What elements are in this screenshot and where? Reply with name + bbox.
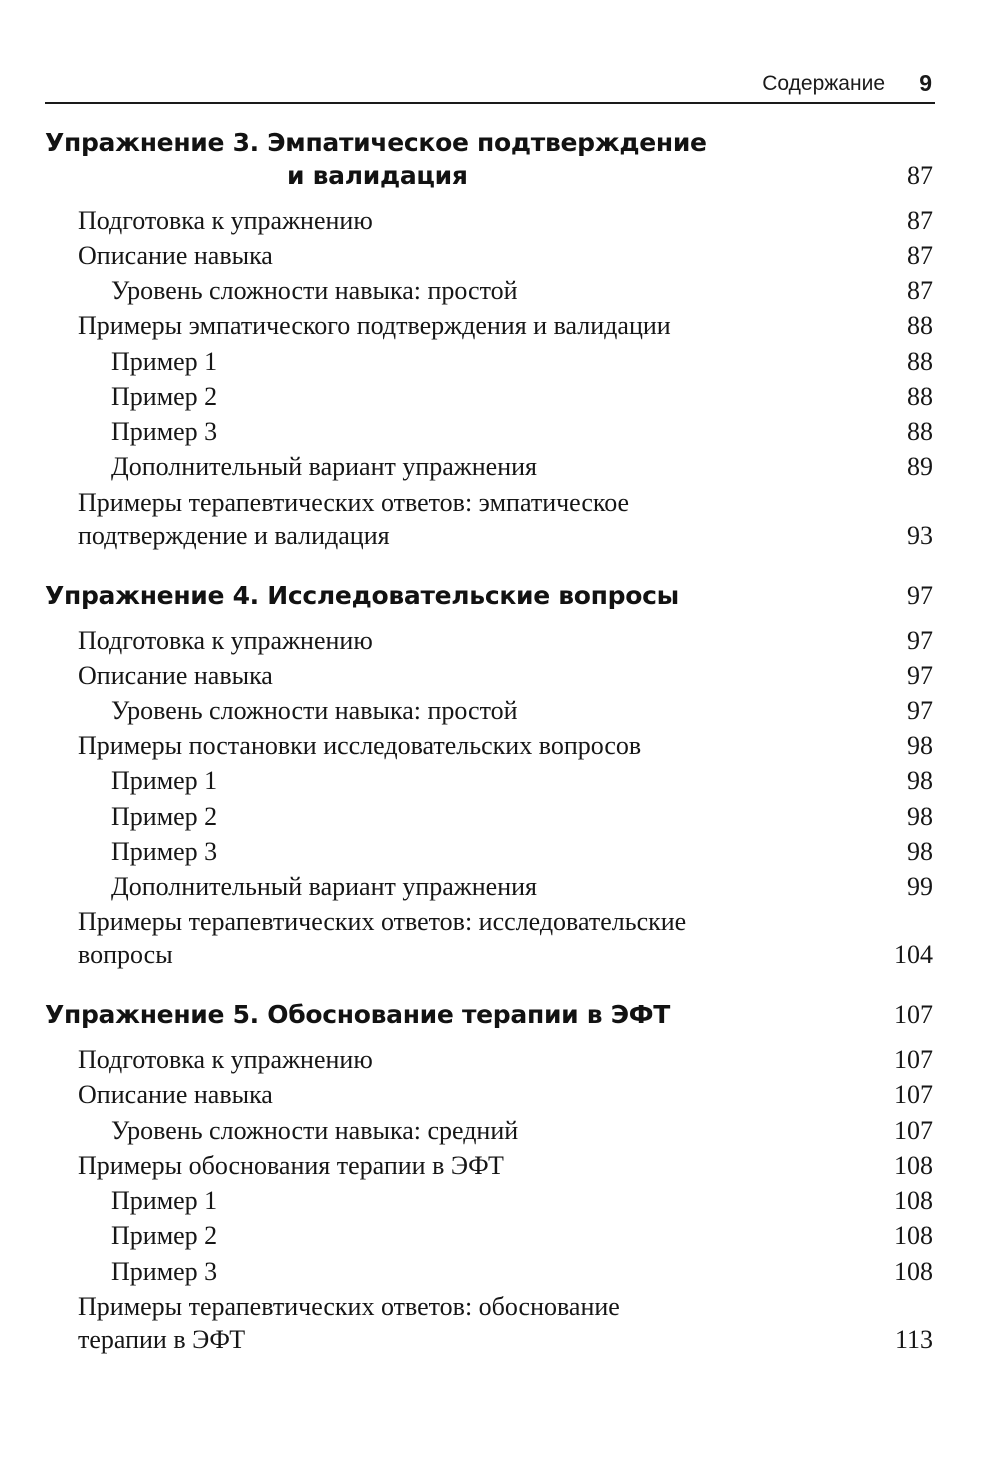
- toc-subentry[interactable]: Уровень сложности навыка: простой: [111, 696, 518, 725]
- toc-entry-page-number: 88: [907, 382, 933, 411]
- toc-subentry[interactable]: Пример 1: [111, 1186, 218, 1215]
- toc-entry-page-number: 107: [894, 1080, 933, 1109]
- toc-entry-page-number: 97: [907, 661, 933, 690]
- toc-subentry[interactable]: Дополнительный вариант упражнения: [111, 452, 538, 481]
- toc-section-title-exercise-3[interactable]: [45, 126, 707, 192]
- toc-entry-page-number: 98: [907, 837, 933, 866]
- toc-section-title-exercise-4[interactable]: Упражнение 4. Исследовательские вопросы: [45, 581, 679, 610]
- toc-entry-page-number: 87: [907, 206, 933, 235]
- toc-entry[interactable]: Подготовка к упражнению: [78, 206, 373, 235]
- toc-section-title-line: Упражнение 3. Эмпатическое подтверждение: [45, 128, 707, 157]
- toc-entry[interactable]: Примеры терапевтических ответов: исследовательские: [78, 907, 687, 936]
- toc-entry-page-number: 87: [907, 276, 933, 305]
- toc-entry-page-number: 97: [907, 626, 933, 655]
- toc-entry-page-number: 104: [894, 940, 933, 969]
- toc-entry-page-number: 98: [907, 731, 933, 760]
- running-header-title: Содержание: [762, 72, 885, 95]
- toc-entry-page-number: 88: [907, 347, 933, 376]
- toc-entry[interactable]: Примеры терапевтических ответов: обоснование: [78, 1292, 620, 1321]
- toc-subentry[interactable]: Уровень сложности навыка: простой: [111, 276, 518, 305]
- toc-entry[interactable]: Описание навыка: [78, 241, 273, 270]
- toc-entry[interactable]: Подготовка к упражнению: [78, 626, 373, 655]
- running-header-page-number: 9: [919, 70, 932, 96]
- toc-entry-continued[interactable]: вопросы: [78, 940, 173, 969]
- toc-entry-page-number: 98: [907, 766, 933, 795]
- toc-entry[interactable]: Подготовка к упражнению: [78, 1045, 373, 1074]
- toc-entry[interactable]: Примеры постановки исследовательских вопросов: [78, 731, 642, 760]
- toc-entry-continued[interactable]: подтверждение и валидация: [78, 521, 390, 550]
- toc-subentry[interactable]: Пример 1: [111, 347, 218, 376]
- toc-subentry[interactable]: Пример 3: [111, 1257, 218, 1286]
- toc-entry-page-number: 107: [894, 1045, 933, 1074]
- toc-entry[interactable]: Примеры эмпатического подтверждения и валидации: [78, 311, 671, 340]
- toc-entry-continued[interactable]: терапии в ЭФТ: [78, 1325, 246, 1354]
- toc-entry-page-number: 108: [894, 1257, 933, 1286]
- toc-entry-page-number: 97: [907, 696, 933, 725]
- toc-entry-page-number: 88: [907, 311, 933, 340]
- toc-subentry[interactable]: Пример 2: [111, 382, 218, 411]
- toc-subentry[interactable]: Пример 1: [111, 766, 218, 795]
- toc-entry-page-number: 87: [907, 241, 933, 270]
- toc-entry[interactable]: Примеры терапевтических ответов: эмпатическое: [78, 488, 630, 517]
- toc-entry[interactable]: Описание навыка: [78, 1080, 273, 1109]
- toc-entry-page-number: 99: [907, 872, 933, 901]
- toc-section-page-number: 87: [907, 161, 933, 190]
- toc-section-title-exercise-5[interactable]: Упражнение 5. Обоснование терапии в ЭФТ: [45, 1000, 670, 1029]
- toc-entry-page-number: 108: [894, 1151, 933, 1180]
- toc-entry-page-number: 93: [907, 521, 933, 550]
- toc-entry-page-number: 108: [894, 1186, 933, 1215]
- toc-subentry[interactable]: Уровень сложности навыка: средний: [111, 1116, 519, 1145]
- toc-subentry[interactable]: Пример 2: [111, 802, 218, 831]
- toc-section-page-number: 107: [894, 1000, 933, 1029]
- toc-entry-page-number: 88: [907, 417, 933, 446]
- toc-subentry[interactable]: Пример 2: [111, 1221, 218, 1250]
- toc-entry-page-number: 113: [894, 1325, 933, 1354]
- toc-subentry[interactable]: Пример 3: [111, 417, 218, 446]
- toc-entry[interactable]: Примеры обоснования терапии в ЭФТ: [78, 1151, 504, 1180]
- running-header: [45, 70, 935, 104]
- toc-entry[interactable]: Описание навыка: [78, 661, 273, 690]
- toc-section-page-number: 97: [907, 581, 933, 610]
- toc-entry-page-number: 98: [907, 802, 933, 831]
- toc-subentry[interactable]: Пример 3: [111, 837, 218, 866]
- toc-subentry[interactable]: Дополнительный вариант упражнения: [111, 872, 538, 901]
- toc-section-title-line: и валидация: [287, 161, 468, 190]
- toc-entry-page-number: 89: [907, 452, 933, 481]
- toc-entry-page-number: 107: [894, 1116, 933, 1145]
- toc-entry-page-number: 108: [894, 1221, 933, 1250]
